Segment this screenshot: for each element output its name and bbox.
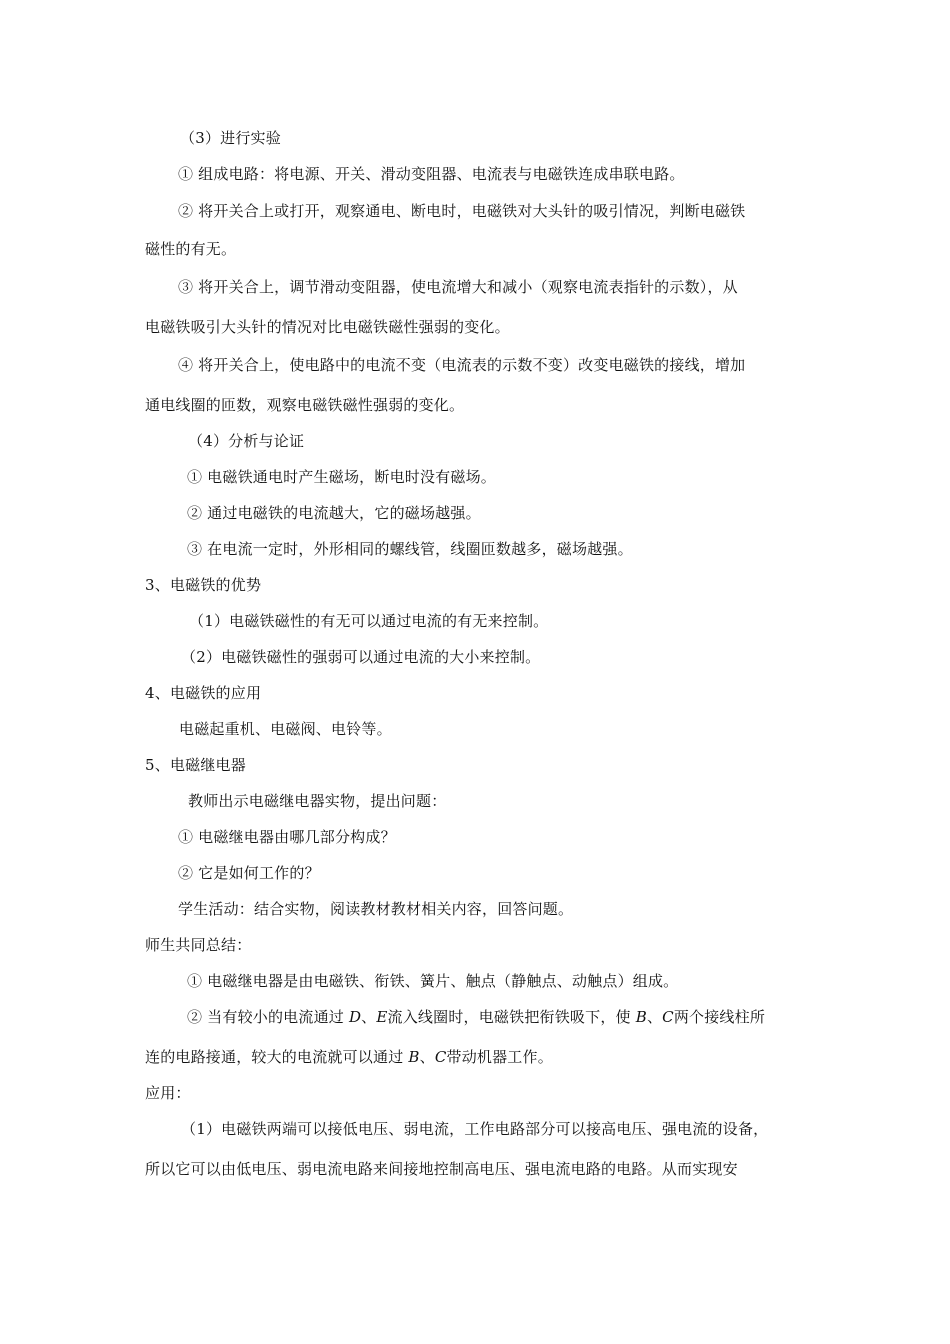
relay-question-2: ② 它是如何工作的？ (178, 864, 320, 882)
heading-applications: 4、电磁铁的应用 (145, 684, 262, 702)
text-run: 、 (419, 1048, 435, 1066)
experiment-step-4-line-1: ④ 将开关合上，使电路中的电流不变（电流表的示数不变）改变电磁铁的接线，增加 (178, 356, 746, 374)
student-activity: 学生活动：结合实物，阅读教材教材相关内容，回答问题。 (178, 900, 574, 918)
terminal-c-label: C (662, 1008, 674, 1026)
text-run: 、 (361, 1008, 377, 1026)
text-run: 流入线圈时，电磁铁把衔铁吸下，使 (387, 1008, 636, 1026)
text-run: ② 当有较小的电流通过 (187, 1008, 349, 1026)
experiment-step-1: ① 组成电路：将电源、开关、滑动变阻器、电流表与电磁铁连成串联电路。 (178, 165, 685, 183)
application-point-1-line-1: （1）电磁铁两端可以接低电压、弱电流，工作电路部分可以接高电压、强电流的设备， (181, 1120, 769, 1138)
relay-intro: 教师出示电磁继电器实物，提出问题： (188, 792, 447, 810)
advantage-1: （1）电磁铁磁性的有无可以通过电流的有无来控制。 (189, 612, 549, 630)
advantage-2: （2）电磁铁磁性的强弱可以通过电流的大小来控制。 (181, 648, 541, 666)
terminal-e-label: E (376, 1008, 388, 1026)
applications-text: 电磁起重机、电磁阀、电铃等。 (179, 720, 392, 738)
heading-advantages: 3、电磁铁的优势 (145, 576, 262, 594)
analysis-point-2: ② 通过电磁铁的电流越大，它的磁场越强。 (187, 504, 481, 522)
terminal-b-label: B (408, 1048, 420, 1066)
experiment-step-2-line-1: ② 将开关合上或打开，观察通电、断电时，电磁铁对大头针的吸引情况，判断电磁铁 (178, 202, 746, 220)
application-point-1-line-2: 所以它可以由低电压、弱电流电路来间接地控制高电压、强电流电路的电路。从而实现安 (145, 1160, 738, 1178)
section-3-heading: （3）进行实验 (180, 129, 281, 147)
summary-point-2-line-1 (187, 1007, 765, 1027)
text-run: 带动机器工作。 (446, 1048, 553, 1066)
text-run: 连的电路接通，较大的电流就可以通过 (145, 1048, 409, 1066)
terminal-d-label: D (348, 1008, 362, 1026)
application-heading: 应用： (145, 1084, 191, 1102)
terminal-c-label: C (434, 1048, 447, 1066)
experiment-step-4-line-2: 通电线圈的匝数，观察电磁铁磁性强弱的变化。 (145, 396, 465, 414)
section-4-heading: （4）分析与论证 (188, 432, 305, 450)
relay-question-1: ① 电磁继电器由哪几部分构成？ (178, 828, 396, 846)
analysis-point-3: ③ 在电流一定时，外形相同的螺线管，线圈匝数越多，磁场越强。 (187, 540, 633, 558)
heading-relay: 5、电磁继电器 (145, 756, 246, 774)
experiment-step-3-line-2: 电磁铁吸引大头针的情况对比电磁铁磁性强弱的变化。 (145, 318, 510, 336)
analysis-point-1: ① 电磁铁通电时产生磁场，断电时没有磁场。 (187, 468, 496, 486)
summary-point-2-line-2 (145, 1047, 553, 1067)
summary-heading: 师生共同总结： (145, 936, 252, 954)
text-run: 、 (646, 1008, 663, 1026)
experiment-step-2-line-2: 磁性的有无。 (145, 240, 237, 258)
summary-point-1: ① 电磁继电器是由电磁铁、衔铁、簧片、触点（静触点、动触点）组成。 (187, 972, 679, 990)
experiment-step-3-line-1: ③ 将开关合上，调节滑动变阻器，使电流增大和减小（观察电流表指针的示数），从 (178, 278, 738, 296)
terminal-b-label: B (635, 1008, 647, 1026)
text-run: 两个接线柱所 (673, 1008, 766, 1026)
